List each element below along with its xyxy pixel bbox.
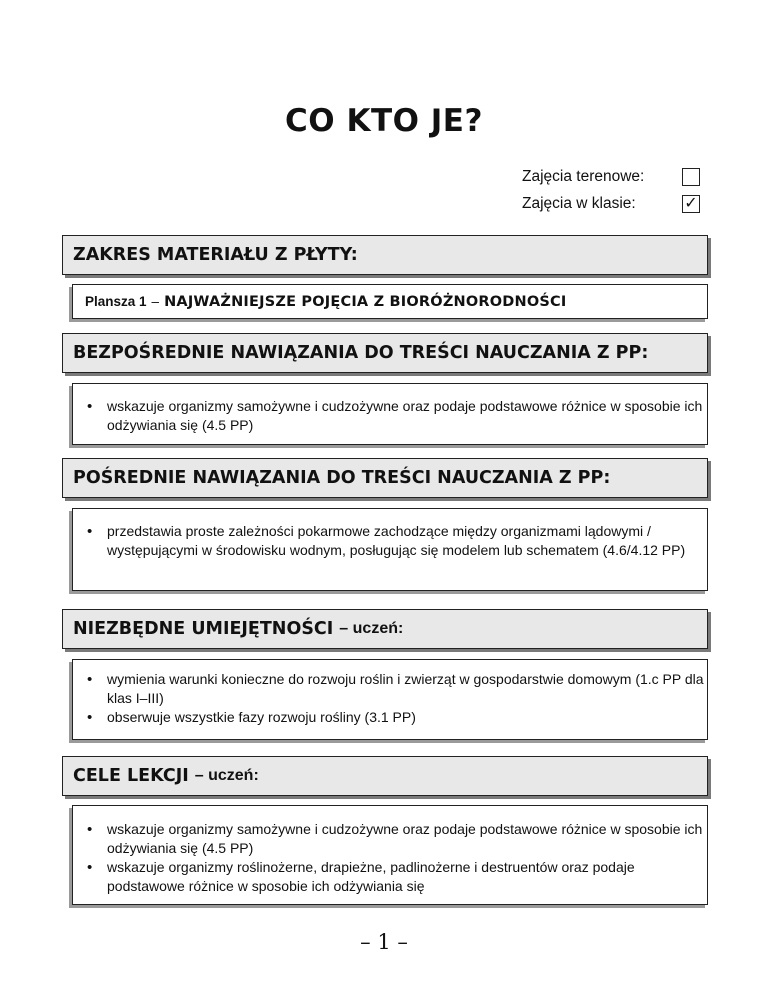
section-header-zakres	[62, 235, 708, 275]
bullet-list	[73, 670, 707, 727]
section-content-bezposrednie	[72, 383, 708, 445]
bullet-list	[73, 820, 707, 896]
checklist-row-classroom	[522, 190, 700, 217]
section-heading: POŚREDNIE NAWIĄZANIA DO TREŚCI NAUCZANIA Z PP:	[73, 468, 611, 488]
list-item: • wskazuje organizmy samożywne i cudzożywne oraz podaje podstawowe różnice w sposobie ich odżywiania się (4.5 PP)	[73, 397, 707, 435]
bullet-list	[73, 397, 707, 435]
section-header-cele	[62, 756, 708, 796]
plansza-label: Plansza 1	[85, 294, 147, 309]
list-item: • obserwuje wszystkie fazy rozwoju rośliny (3.1 PP)	[73, 708, 707, 727]
bullet-list	[73, 522, 707, 560]
section-content-posrednie	[72, 508, 708, 591]
checkbox-classroom-lesson[interactable]: ✓	[682, 195, 700, 213]
checklist-label-field: Zajęcia terenowe:	[522, 167, 645, 185]
plansza-title: NAJWAŻNIEJSZE POJĘCIA Z BIORÓŻNORODNOŚCI	[164, 293, 567, 310]
section-heading: CELE LEKCJI	[73, 766, 189, 786]
section-heading: NIEZBĘDNE UMIEJĘTNOŚCI	[73, 619, 334, 639]
section-heading-suffix: – uczeń:	[194, 767, 259, 784]
list-item: • wymienia warunki konieczne do rozwoju roślin i zwierząt w gospodarstwie domowym (1.c PP dla klas I–III)	[73, 670, 707, 708]
section-content-cele	[72, 805, 708, 905]
checklist-label-classroom: Zajęcia w klasie:	[522, 194, 636, 212]
lesson-type-checklist	[522, 163, 700, 217]
list-item: • wskazuje organizmy samożywne i cudzożywne oraz podaje podstawowe różnice w sposobie ich odżywiania się (4.5 PP)	[73, 820, 707, 858]
list-item: • przedstawia proste zależności pokarmowe zachodzące między organizmami lądowymi / występującymi w środowisku wodnym, posługując się modelem lub schematem (4.6/4.12 PP)	[73, 522, 707, 560]
section-heading: BEZPOŚREDNIE NAWIĄZANIA DO TREŚCI NAUCZANIA Z PP:	[73, 343, 649, 363]
plansza-line	[73, 285, 707, 318]
section-header-bezposrednie	[62, 333, 708, 373]
section-header-umiejetnosci	[62, 609, 708, 649]
checkbox-field-lesson[interactable]	[682, 168, 700, 186]
section-heading-suffix: – uczeń:	[339, 620, 404, 637]
section-content-zakres	[72, 284, 708, 319]
page-title: CO KTO JE?	[285, 103, 483, 139]
section-heading: ZAKRES MATERIAŁU Z PŁYTY:	[73, 245, 358, 265]
plansza-dash: –	[151, 294, 160, 309]
page-number: – 1 –	[360, 930, 408, 954]
list-item: • wskazuje organizmy roślinożerne, drapieżne, padlinożerne i destruentów oraz podaje podstawowe różnice w sposobie ich odżywiania się	[73, 858, 707, 896]
checklist-row-field	[522, 163, 700, 190]
section-header-posrednie	[62, 458, 708, 498]
section-content-umiejetnosci	[72, 659, 708, 740]
